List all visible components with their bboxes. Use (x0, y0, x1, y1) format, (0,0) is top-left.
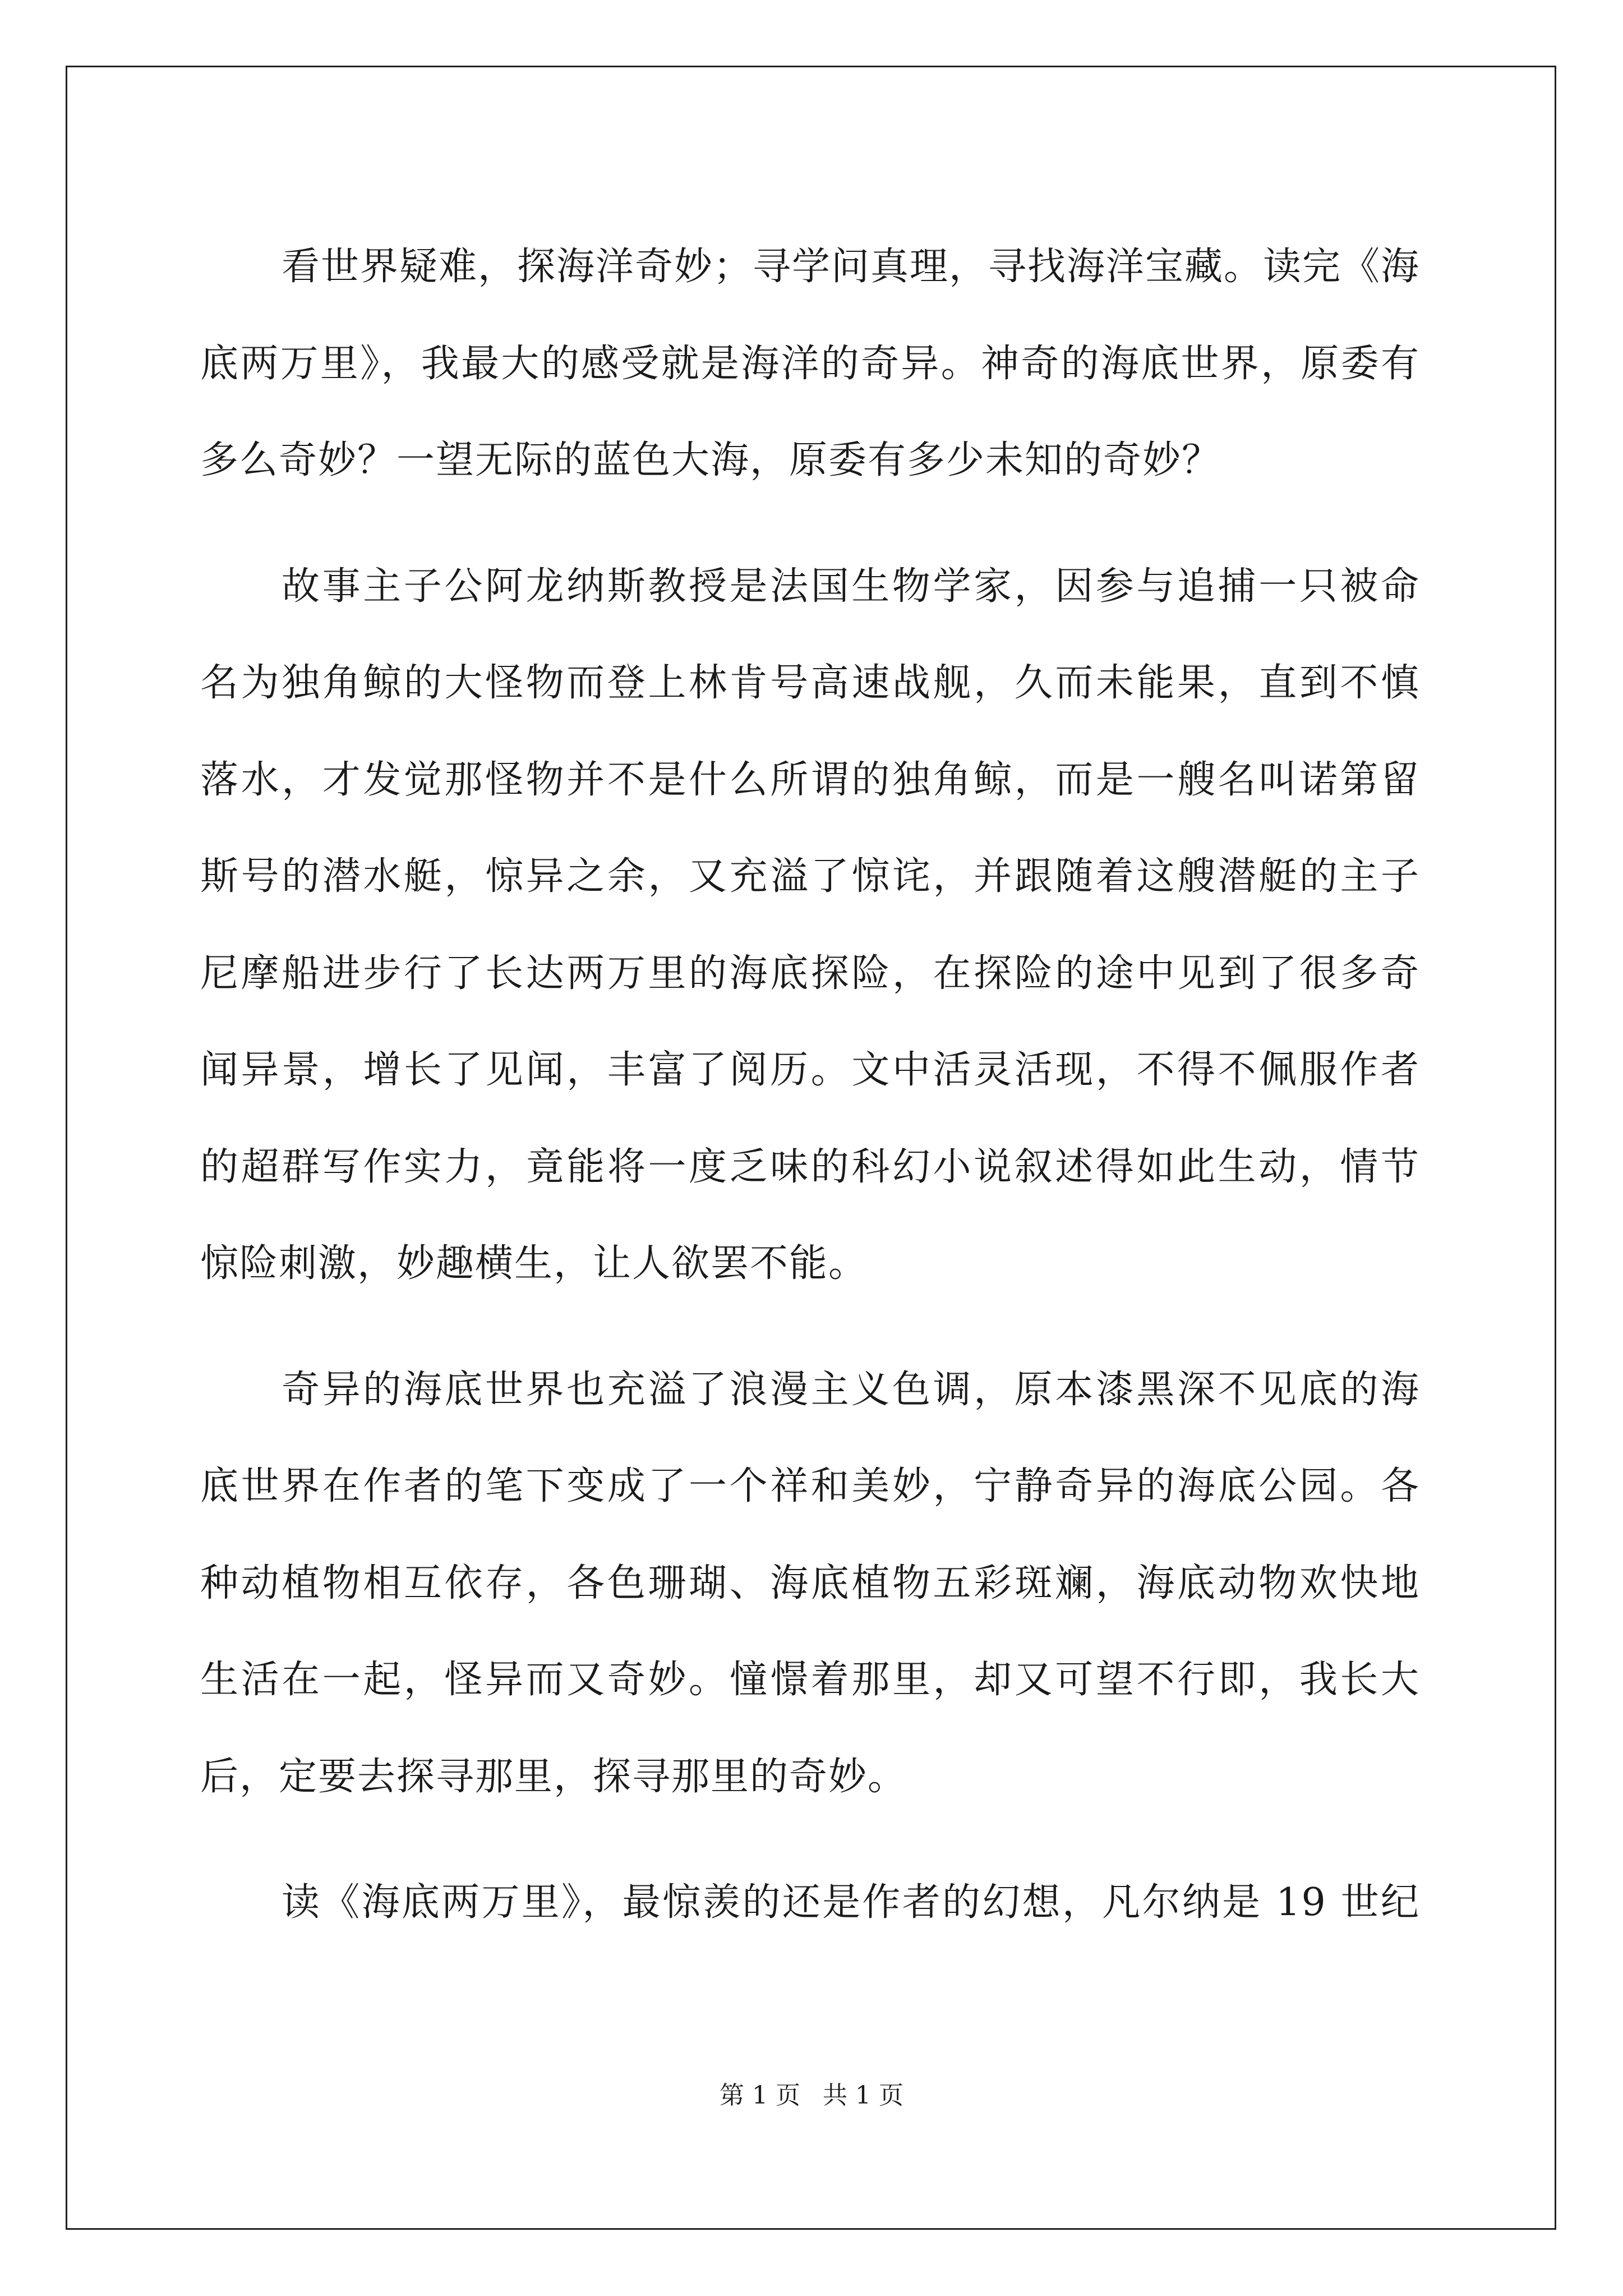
text-line: 看世界疑难，探海洋奇妙；寻学问真理，寻找海洋宝藏。读完《海 (282, 245, 1421, 289)
text-line: 种动植物相互依存，各色珊瑚、海底植物五彩斑斓，海底动物欢快地 (200, 1561, 1420, 1605)
text-line: 斯号的潜水艇，惊异之余，又充溢了惊诧，并跟随着这艘潜艇的主子 (200, 854, 1420, 899)
text-line: 闻异景，增长了见闻，丰富了阅历。文中活灵活现，不得不佩服作者 (200, 1048, 1420, 1092)
page-number-total: 共 1 页 (823, 2081, 903, 2110)
text-line: 后，定要去探寻那里，探寻那里的奇妙。 (200, 1754, 907, 1799)
text-line: 尼摩船进步行了长达两万里的海底探险，在探险的途中见到了很多奇 (200, 951, 1420, 996)
text-line: 奇异的海底世界也充溢了浪漫主义色调，原本漆黑深不见底的海 (282, 1367, 1420, 1412)
text-line: 的超群写作实力，竟能将一度乏味的科幻小说叙述得如此生动，情节 (200, 1144, 1420, 1189)
page-footer (0, 2079, 1623, 2113)
page-number-current: 第 1 页 (720, 2081, 800, 2110)
text-line: 生活在一起，怪异而又奇妙。憧憬着那里，却又可望不行即，我长大 (200, 1658, 1420, 1702)
document-body (200, 219, 1420, 1952)
paragraph-3 (200, 1342, 1420, 1826)
text-line: 名为独角鲸的大怪物而登上林肯号高速战舰，久而未能果，直到不慎 (200, 661, 1420, 705)
text-line: 落水，才发觉那怪物并不是什么所谓的独角鲸，而是一艘名叫诺第留 (200, 757, 1420, 802)
paragraph-2 (200, 539, 1420, 1313)
text-line: 读《海底两万里》，最惊羡的还是作者的幻想，凡尔纳是 19 世纪 (282, 1880, 1420, 1925)
paragraph-4 (200, 1855, 1420, 1952)
text-line: 多么奇妙？一望无际的蓝色大海，原委有多少未知的奇妙？ (200, 438, 1221, 482)
paragraph-1 (200, 219, 1420, 509)
text-line: 惊险刺激，妙趣横生，让人欲罢不能。 (200, 1241, 868, 1286)
text-line: 故事主子公阿龙纳斯教授是法国生物学家，因参与追捕一只被命 (282, 564, 1420, 609)
text-line: 底两万里》，我最大的感受就是海洋的奇异。神奇的海底世界，原委有 (200, 341, 1420, 386)
text-line: 底世界在作者的笔下变成了一个祥和美妙，宁静奇异的海底公园。各 (200, 1464, 1420, 1508)
